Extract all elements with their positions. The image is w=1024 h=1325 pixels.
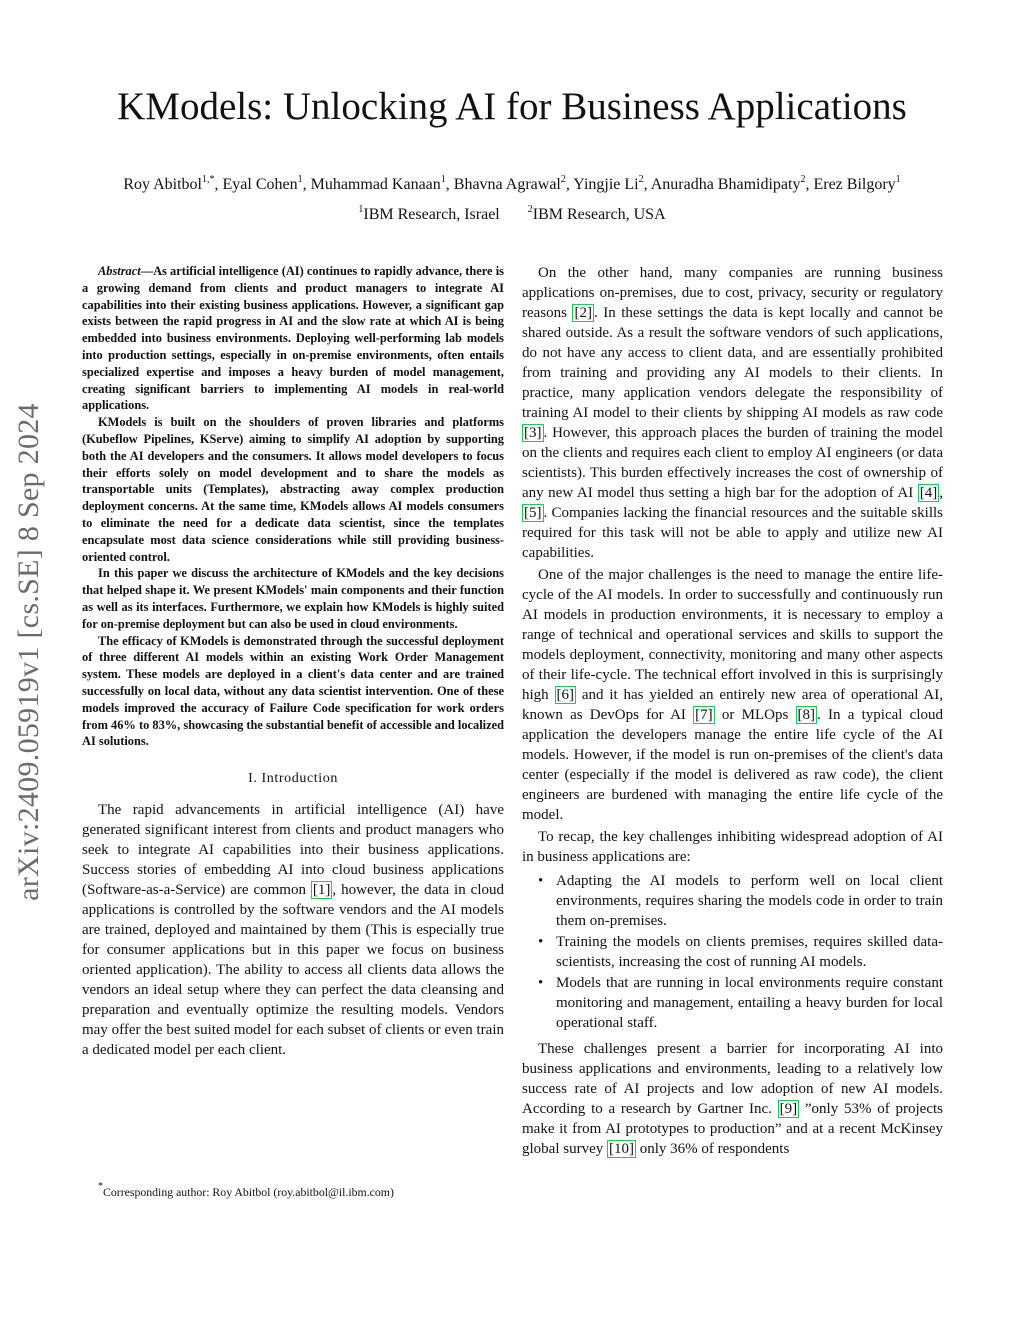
citation-link[interactable]: [10] [608,1141,634,1157]
citation-link[interactable]: [1] [312,882,331,899]
affiliation: $^1$IBM Research, Israel [358,204,500,223]
author-name: Erez Bilgory [813,176,896,193]
body-paragraph: The rapid advancements in artificial intelligence (AI) have generated significant interest from clients and product managers who seek to integrate AI capabilities into their business applications. Success stories of embedding AI into cloud business applications (Software-as-a-Service) are common [1] , however, the data in cloud applications is controlled by the software vendors and the AI models are trained, deployed and maintained by them (This is especially true for consumer applications but in this paper we focus on business oriented application). The ability to access all clients data allows the vendors an ideal setup where they can perfect the data cleansing and preparation and eventually optimize the resulting models. Vendors may offer the best suited model for each subset of clients or even train a dedicated model per each client. [82,802,504,1059]
abstract-paragraph: KModels is built on the shoulders of proven libraries and platforms (Kubeflow Pipelines, KServe) aiming to simplify AI adoption by supporting both the AI developers and the consumers. It allows model developers to focus their efforts solely on model development and to share the models as transportable units (Templates), abstracting away complex production deployment concerns. At the same time, KModels allows AI models consumers to eliminate the need for a dedicate data scientist, since the templates encapsulate most data science considerations while still providing business-oriented control. [82,415,504,564]
citation-link[interactable]: [6] [556,687,575,703]
arxiv-sidebar [6,372,52,932]
section-heading: I. Introduction [248,771,338,787]
citation-link[interactable]: [9] [779,1101,798,1117]
list-item: • Training the models on clients premises, requires skilled data-scientists, increasing the cost of running AI models. [556,932,943,972]
body-paragraph: These challenges present a barrier for incorporating AI into business applications and environments, leading to a relatively low success rate of AI projects and low adoption of new AI models. According to a research by Gartner Inc. [9] ”only 53% of projects make it from AI prototypes to production” and at a recent McKinsey global survey [10] only 36% of respondents [522,1041,943,1157]
affiliation-list [0,204,1024,226]
intro-body-left [82,800,504,1060]
author-name: Bhavna Agrawal [453,176,561,193]
abstract-paragraph: The efficacy of KModels is demonstrated through the successful deployment of three different AI models within an existing Work Order Management system. These models are deployed in a client's data center and are trained successfully on local data, without any data scientist intervention. One of these models improved the accuracy of Failure Code specification for work orders from 46% to 83%, showcasing the substantial benefit of accessible and localized AI solutions. [82,633,504,749]
citation-link[interactable]: [4] [919,485,938,501]
intro-body-right [522,263,943,1159]
body-paragraph: On the other hand, many companies are running business applications on-premises, due to cost, privacy, security or regulatory reasons [2] . In these settings the data is kept locally and cannot be shared outside. As a result the software vendors of such applications, do not have any access to client data, and are essentially prohibited from training and providing any AI models to their clients. In practice, many application vendors delegate the responsibility of training AI model to their clients by shipping AI models as raw code [3] . However, this approach places the burden of training the model on the clients and requires each client to employ AI engineers (or data scientists). This burden effectively increases the cost of ownership of any new AI model thus setting a high bar for the adoption of AI [4] , [5] . Companies lacking the financial resources and the suitable skills required for this task will not be able to apply and utilize new AI capabilities. [522,265,943,561]
author-name: Muhammad Kanaan [310,176,441,193]
abstract-paragraph: In this paper we discuss the architecture of KModels and the key decisions that helped shape it. We present KModels' main components and their function as well as its interfaces. Furthermore, we explain how KModels is highly suited for on-premise deployment but can also be used in cloud environments. [82,566,504,631]
author-name: Yingjie Li [573,176,639,193]
author-affiliation-mark: 1 [297,174,303,185]
list-item: • Models that are running in local environments require constant monitoring and management, entailing a heavy burden for local operational staff. [556,973,943,1033]
footnote: *Corresponding author: Roy Abitbol (roy.abitbol@il.ibm.com) [98,1181,394,1199]
abstract-paragraph: Abstract—As artificial intelligence (AI) continues to rapidly advance, there is a growing demand from clients and product managers to integrate AI capabilities into their existing business applications. However, a significant gap exists between the rapid progress in AI and the slow rate at which AI is being embedded into business environments. Deploying well-performing lab models into production settings, especially in on-premise environments, often entails specialized expertise and imposes a heavy burden of model management, creating significant barriers to implementing AI models in real-world applications. [82,264,504,413]
footnote-mark: * [98,1181,103,1192]
body-paragraph: To recap, the key challenges inhibiting widespread adoption of AI in business applications are: [522,829,943,865]
author-name: Anuradha Bhamidipaty [650,176,801,193]
author-affiliation-mark: 1 [895,174,901,185]
abstract-label: Abstract [98,264,141,278]
challenge-list [522,871,943,1033]
citation-link[interactable]: [3] [524,425,542,441]
list-item: • Adapting the AI models to perform well on local client environments, requires sharing the models code in order to train them on-premises. [556,871,943,931]
paper-title: KModels: Unlocking AI for Business Applications [117,85,907,128]
author-affiliation-mark: 2 [800,174,806,185]
citation-link[interactable]: [7] [695,707,713,723]
author-affiliation-mark: 1,* [202,174,215,185]
abstract [82,263,504,750]
author-affiliation-mark: 2 [560,174,566,185]
author-name: Roy Abitbol [123,176,202,193]
author-affiliation-mark: 1 [440,174,446,185]
arxiv-identifier: arXiv:2409.05919v1 [cs.SE] 8 Sep 2024 [12,403,45,901]
left-column [82,263,504,1060]
body-paragraph: One of the major challenges is the need to manage the entire life-cycle of the AI models. In order to successfully and continuously run AI models in production environments, it is necessary to employ a range of technical and operational services and skills to support the models deployment, connectivity, monitoring and many other aspects of their life-cycle. The technical effort involved in this is surprisingly high [6] and it has yielded an entirely new area of operational AI, known as DevOps for AI [7] or MLOps [8] . In a typical cloud application the developers manage the entire life cycle of the AI models. However, if the model is run on-premises of the client's data center (especially if the model is delivered as raw code), the client engineers are burdened with managing the entire life cycle of the model. [522,567,944,823]
right-column [522,263,943,1159]
author-list: Roy Abitbol$^{1,*}$, Eyal Cohen$^1$, Muhammad Kanaan$^1$, Bhavna Agrawal$^2$, Yingjie Li$^2$, Anuradha Bhamidipaty$^2$, Erez Bilgory$^1$ [123,174,901,193]
author-name: Eyal Cohen [222,176,298,193]
citation-link[interactable]: [5] [524,505,542,521]
author-affiliation-mark: 2 [638,174,644,185]
affiliation: $^2$IBM Research, USA [527,204,666,223]
citation-link[interactable]: [2] [574,305,592,321]
citation-link[interactable]: [8] [797,707,816,723]
